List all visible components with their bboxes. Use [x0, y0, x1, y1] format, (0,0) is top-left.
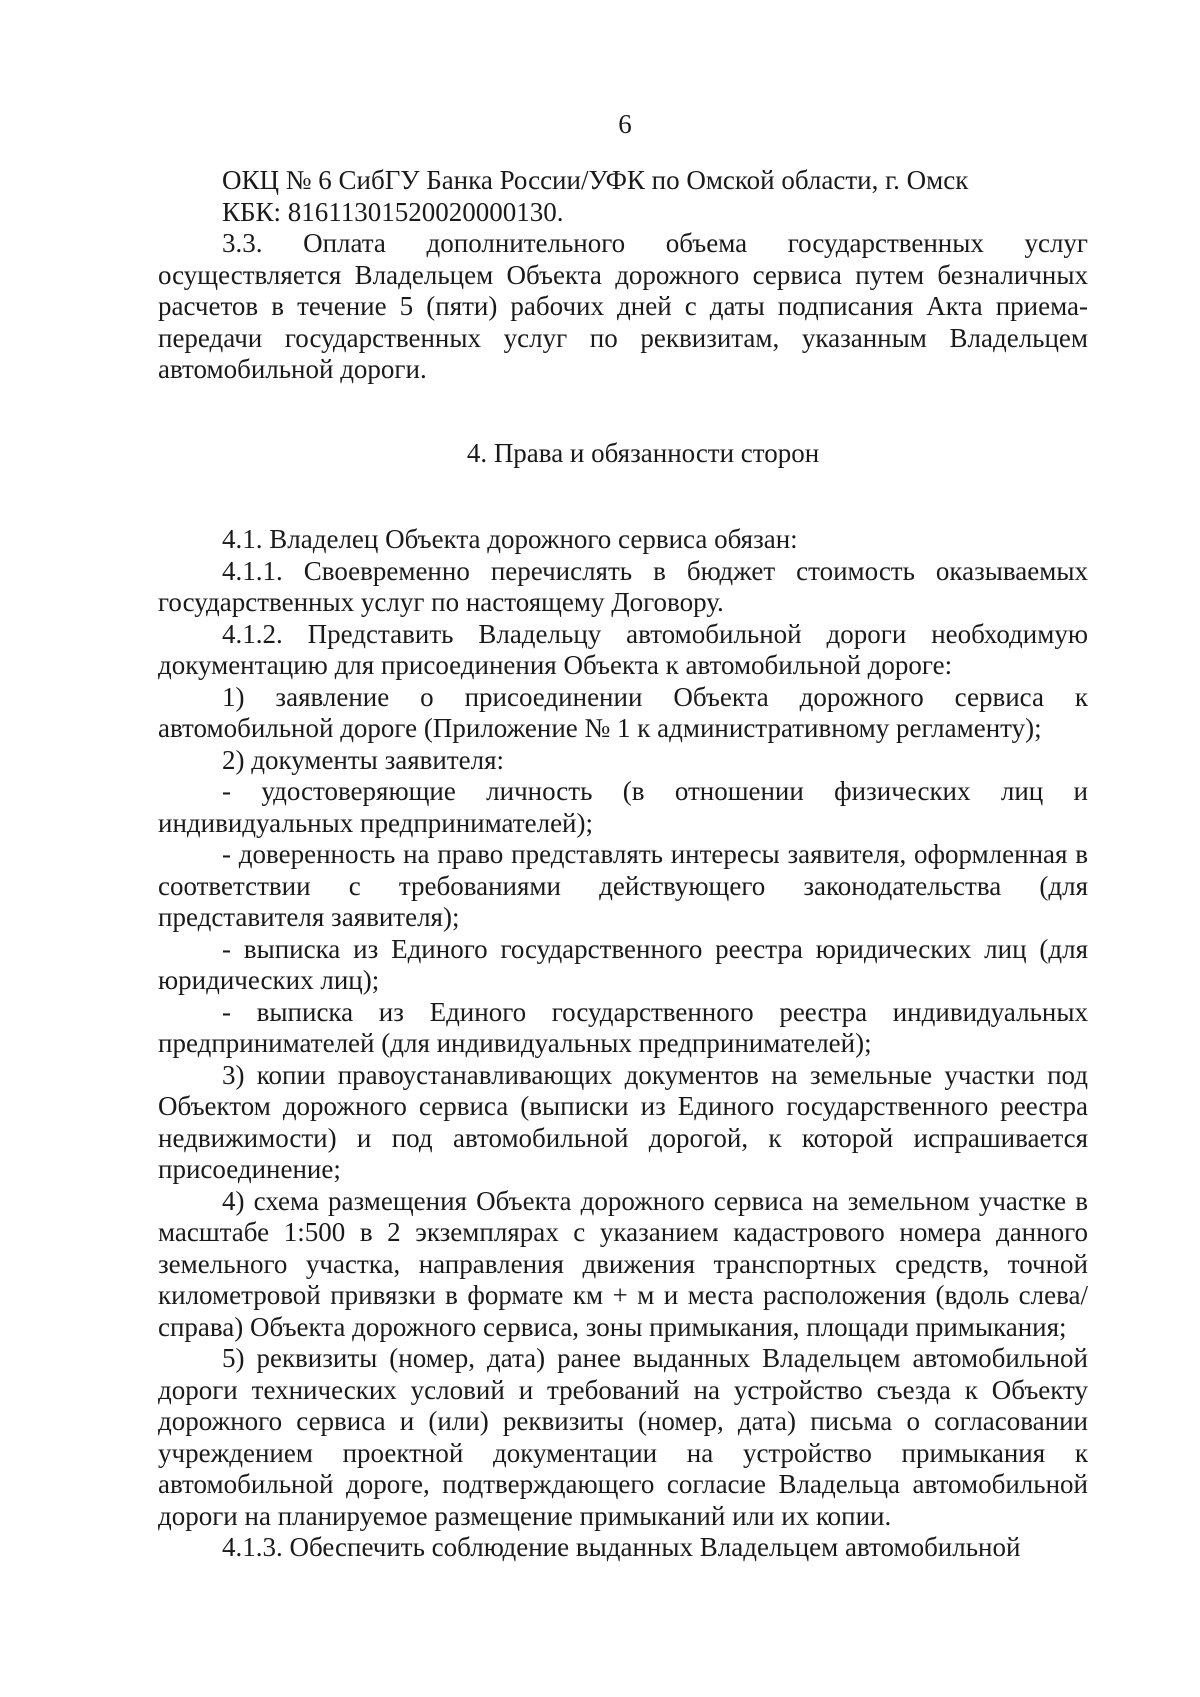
document-body [158, 165, 1088, 1564]
list-item-1: 1) заявление о присоединении Объекта дорожного сервиса к автомобильной дороге (Приложение № 1 к административному регламенту); [158, 681, 1088, 743]
dash-item-1: - удостоверяющие личность (в отношении физических лиц и индивидуальных предпринимателей); [158, 776, 1088, 838]
dash-item-3: - выписка из Единого государственного реестра юридических лиц (для юридических лиц); [158, 933, 1088, 995]
kbk-line: КБК: 81611301520020000130. [222, 196, 564, 227]
paragraph-4-1-2: 4.1.2. Представить Владельцу автомобильной дороги необходимую документацию для присоединения Объекта к автомобильной дороге: [158, 618, 1088, 680]
paragraph-3-3: 3.3. Оплата дополнительного объема государственных услуг осуществляется Владельцем Объекта дорожного сервиса путем безналичных расчетов в течение 5 (пяти) рабочих дней с даты подписания Акта приема-передачи государственных услуг по реквизитам, указанным Владельцем автомобильной дороги. [158, 228, 1088, 384]
paragraph-4-1: 4.1. Владелец Объекта дорожного сервиса обязан: [222, 524, 798, 554]
paragraph-4-1-1: 4.1.1. Своевременно перечислять в бюджет стоимость оказываемых государственных услуг по настоящему Договору. [158, 555, 1088, 617]
page-number: 6 [618, 109, 632, 139]
list-item-2: 2) документы заявителя: [222, 744, 505, 775]
section-heading: 4. Права и обязанности сторон [466, 437, 820, 468]
dash-item-2: - доверенность на право представлять интересы заявителя, оформленная в соответствии с требованиями действующего законодательства (для представителя заявителя); [158, 839, 1088, 932]
paragraph-4-1-3: 4.1.3. Обеспечить соблюдение выданных Владельцем автомобильной [222, 1532, 1021, 1562]
bank-line: ОКЦ № 6 СибГУ Банка России/УФК по Омской области, г. Омск [222, 165, 969, 195]
list-item-5: 5) реквизиты (номер, дата) ранее выданных Владельцем автомобильной дороги технических условий и требований на устройство съезда к Объекту дорожного сервиса и (или) реквизиты (номер, дата) письма о согласовании учреждением проектной документации на устройство примыкания к автомобильной дороге, подтверждающего согласие Владельца автомобильной дороги на планируемое размещение примыканий или их копии. [158, 1343, 1088, 1531]
list-item-4: 4) схема размещения Объекта дорожного сервиса на земельном участке в масштабе 1:500 в 2 экземплярах с указанием кадастрового номера данного земельного участка, направления движения транспортных средств, точной километровой привязки в формате км + м и места расположения (вдоль слева/справа) Объекта дорожного сервиса, зоны примыкания, площади примыкания; [158, 1185, 1088, 1342]
list-item-3: 3) копии правоустанавливающих документов на земельные участки под Объектом дорожного сервиса (выписки из Единого государственного реестра недвижимости) и под автомобильной дорогой, к которой испрашивается присоединение; [158, 1059, 1088, 1184]
dash-item-4: - выписка из Единого государственного реестра индивидуальных предпринимателей (для индивидуальных предпринимателей); [158, 996, 1088, 1058]
